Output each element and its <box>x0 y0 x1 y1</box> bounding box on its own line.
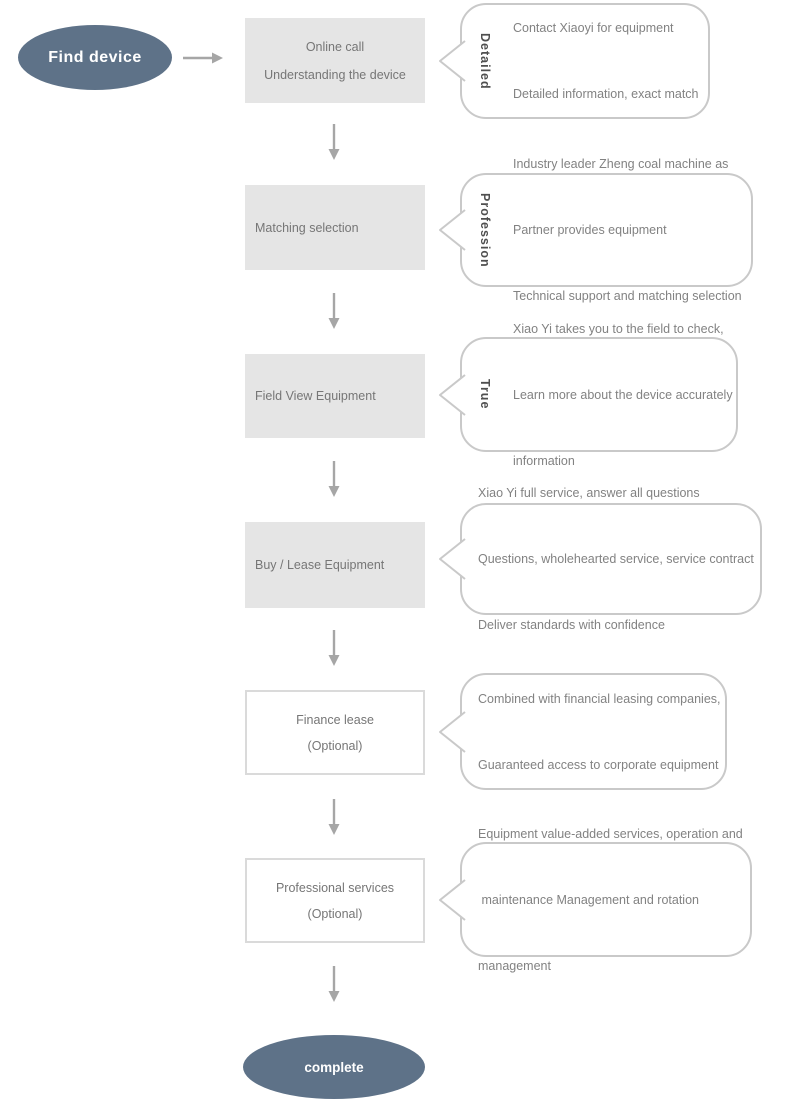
bubble-text-line: Deliver standards with confidence <box>478 618 665 632</box>
bubble-text-line: Learn more about the device accurately <box>513 387 733 402</box>
callout-bubble <box>460 826 752 973</box>
bubble-text-line: Detailed information, exact match <box>513 87 699 101</box>
down-arrow-icon <box>328 630 340 666</box>
bubble-text-line: Guaranteed access to corporate equipment <box>478 757 719 772</box>
end-node-label: complete <box>304 1059 364 1075</box>
bubble-vertical-label: True <box>478 379 492 410</box>
bubble-text-line: Partner provides equipment <box>513 223 667 237</box>
callout-bubble <box>460 157 753 303</box>
right-arrow-icon <box>183 52 223 64</box>
box-label: Field View Equipment <box>255 389 376 403</box>
step-box-online-call <box>245 18 425 103</box>
callout-bubble <box>460 673 727 790</box>
bubble-tail <box>436 208 466 252</box>
bubble-text-line: maintenance Management and rotation <box>478 892 699 907</box>
down-arrow-icon <box>328 799 340 835</box>
bubble-tail <box>436 39 466 83</box>
down-arrow-icon <box>328 461 340 497</box>
down-arrow-icon <box>328 966 340 1002</box>
box-label: Finance lease <box>296 712 374 727</box>
bubble-vertical-label: Profession <box>478 192 492 268</box>
step-box-professional-services <box>245 858 425 943</box>
step-box-finance-lease <box>245 690 425 775</box>
callout-bubble <box>460 321 738 468</box>
box-label: Buy / Lease Equipment <box>255 558 385 572</box>
box-label: Professional services <box>275 880 395 895</box>
box-label: Matching selection <box>255 220 359 235</box>
bubble-text-line: Xiao Yi full service, answer all questions <box>478 486 700 500</box>
box-label: Online call <box>305 39 365 54</box>
bubble-text-line: Contact Xiaoyi for equipment <box>513 21 674 35</box>
bubble-text-line: management <box>478 958 551 973</box>
step-box-field-view <box>245 354 425 438</box>
bubble-text-line: Equipment value-added services, operation and <box>478 826 743 841</box>
start-node-label: Find device <box>48 48 142 66</box>
box-label: (Optional) <box>307 906 363 921</box>
bubble-text <box>478 779 743 1021</box>
bubble-vertical-label: Detailed <box>478 32 492 90</box>
bubble-text-line: Technical support and matching selection <box>513 289 742 303</box>
bubble-text-line: information <box>513 453 575 468</box>
bubble-tail <box>436 537 466 581</box>
bubble-text-line: Xiao Yi takes you to the field to check, <box>513 321 724 336</box>
step-box-buy-lease <box>245 522 425 608</box>
bubble-text-line: Combined with financial leasing companies, <box>478 691 721 706</box>
bubble-text-line: Industry leader Zheng coal machine as <box>513 157 729 171</box>
callout-bubble <box>460 3 710 119</box>
start-node <box>18 25 172 90</box>
callout-bubble <box>460 486 762 632</box>
down-arrow-icon <box>328 293 340 329</box>
bubble-tail <box>436 373 466 417</box>
box-label: (Optional) <box>307 738 363 753</box>
step-box-matching-selection <box>245 185 425 270</box>
bubble-tail <box>436 710 466 754</box>
bubble-tail <box>436 878 466 922</box>
box-label: Understanding the device <box>264 67 406 82</box>
end-node <box>243 1035 425 1099</box>
bubble-text-line: Questions, wholehearted service, service contract <box>478 552 754 566</box>
down-arrow-icon <box>328 124 340 160</box>
